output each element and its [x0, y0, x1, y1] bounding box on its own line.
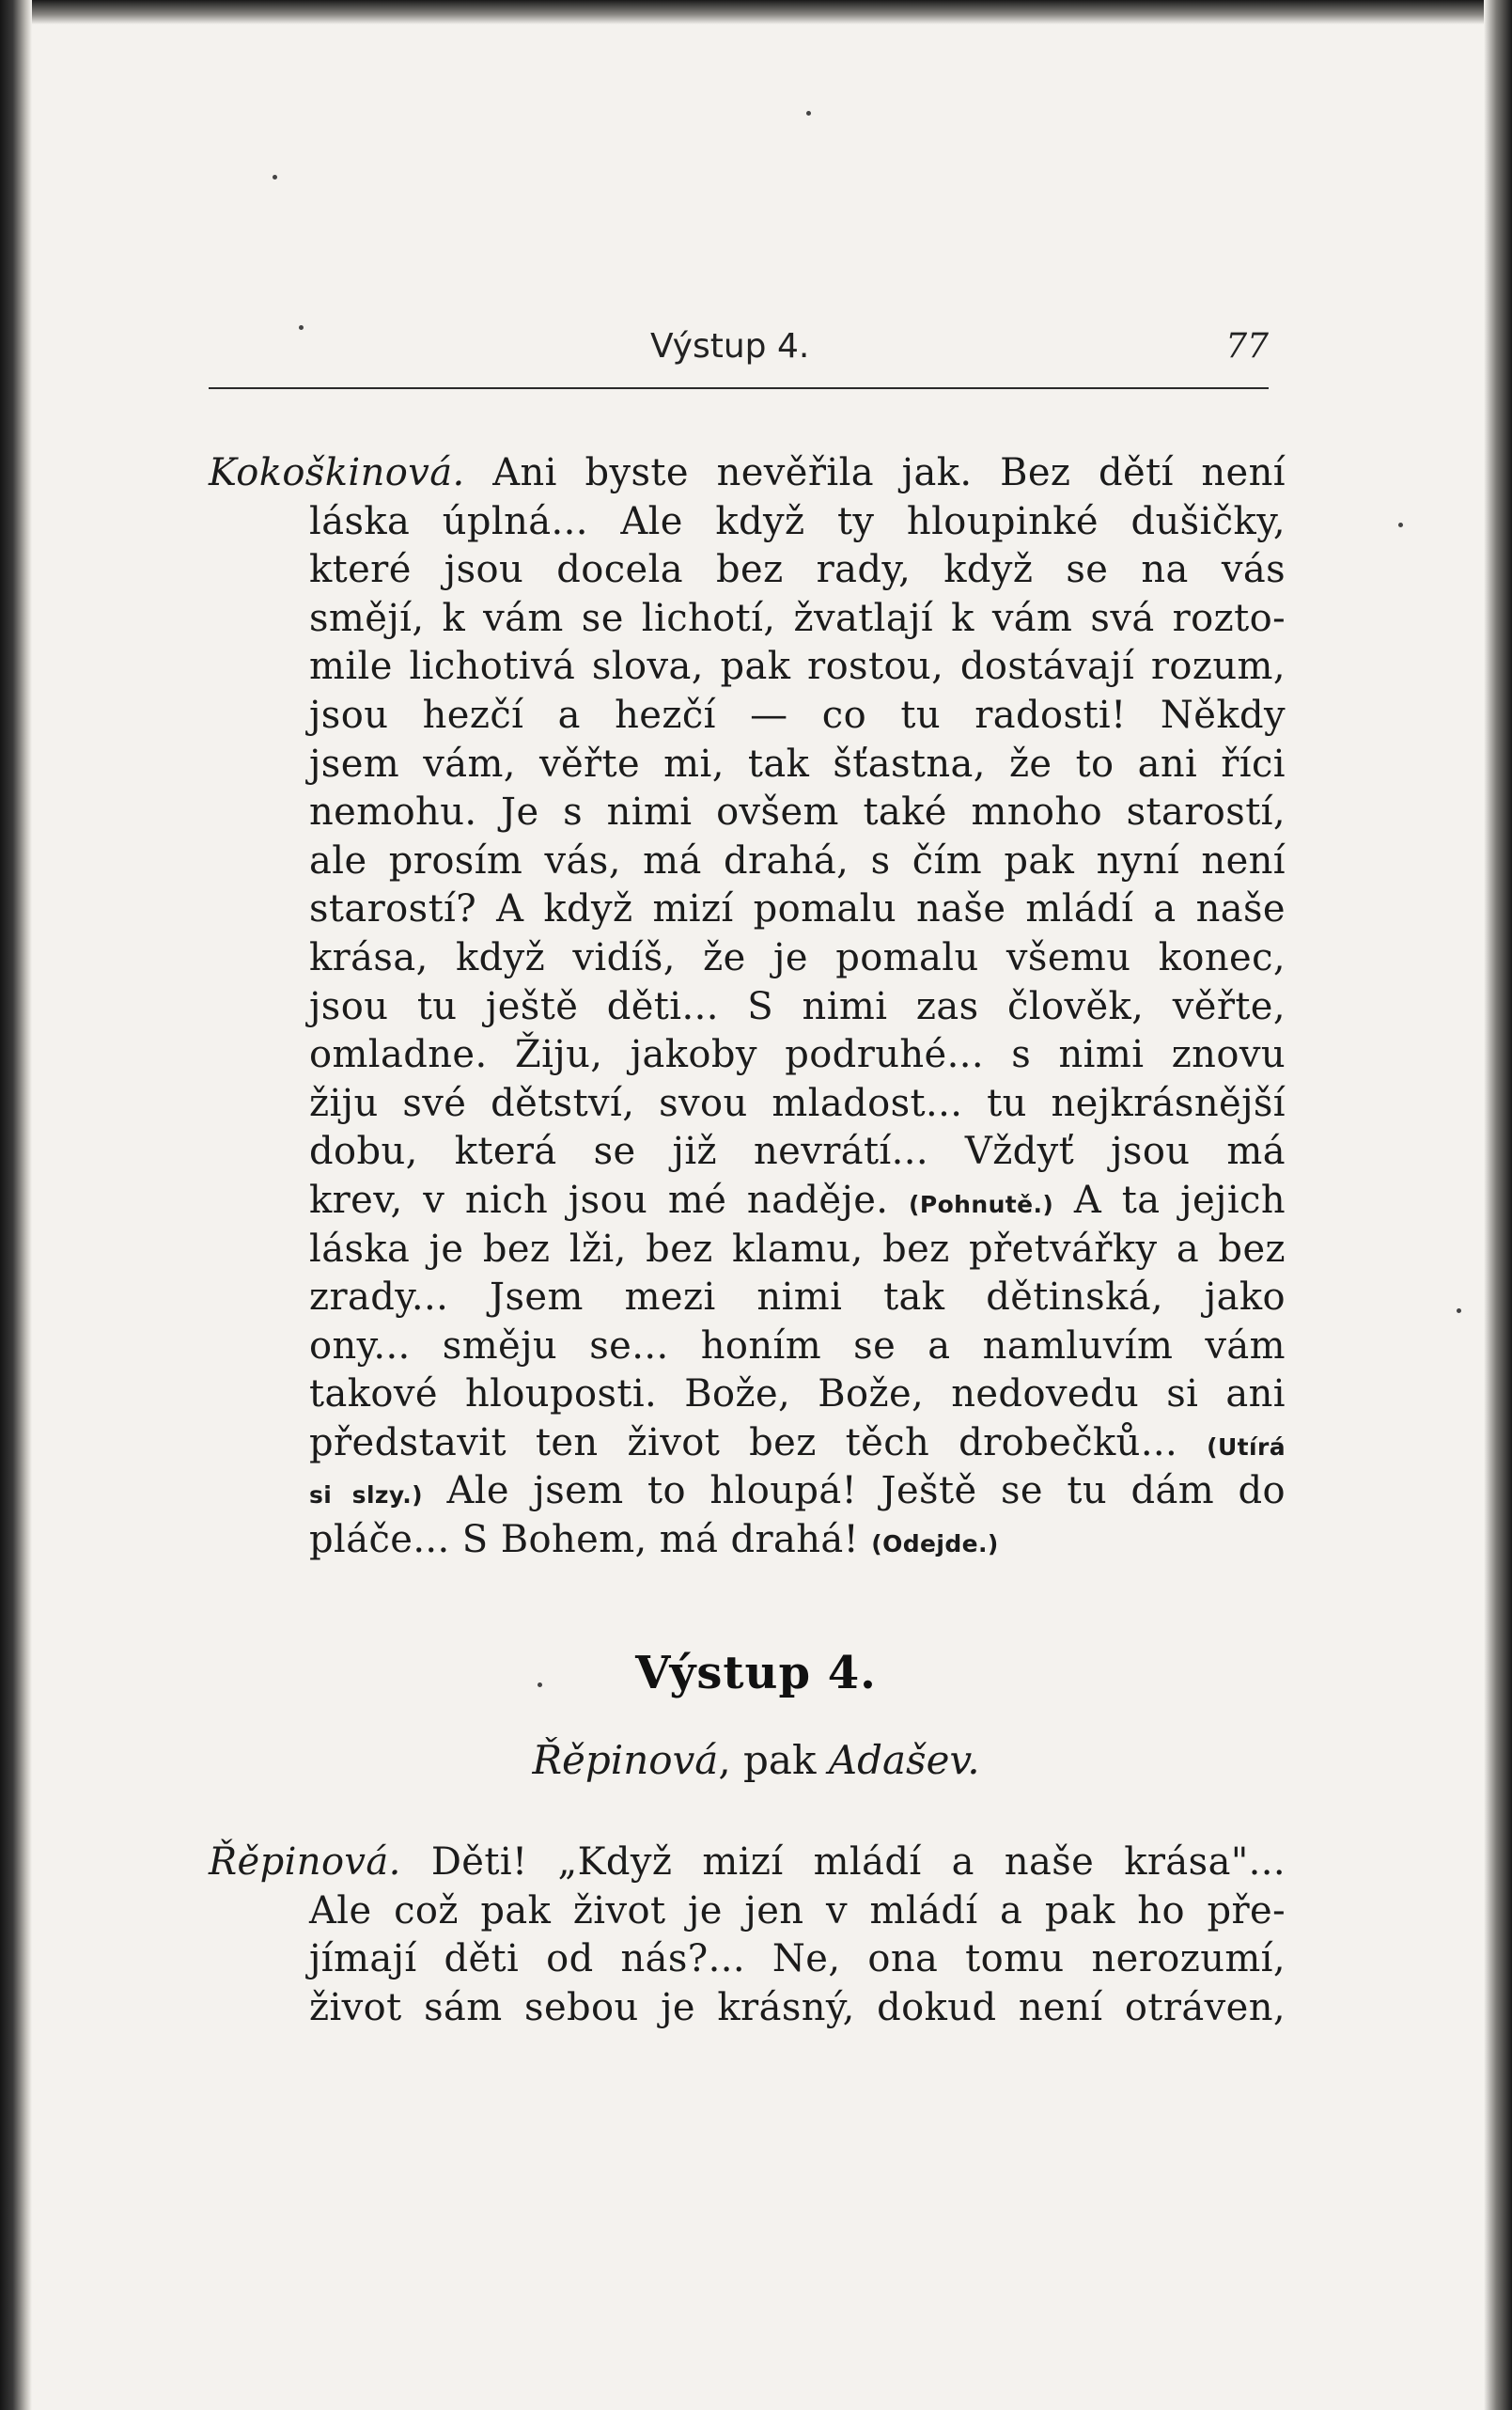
paper-speck	[1398, 523, 1403, 527]
running-head	[209, 327, 1269, 383]
paper-speck	[299, 325, 304, 330]
text-line	[209, 449, 1286, 498]
text-line	[209, 1177, 1286, 1226]
text-line: láska úplná... Ale když ty hloupinké dušičky,	[309, 499, 1286, 543]
running-head-title: Výstup 4.	[650, 327, 810, 366]
stage-direction: (Odejde.)	[871, 1530, 999, 1558]
paper-speck	[273, 175, 277, 180]
paper-speck	[806, 111, 811, 116]
text-line	[209, 1467, 1286, 1516]
speaker-name: Řěpinová.	[209, 1840, 401, 1884]
text-fragment: krev, v nich jsou mé naděje.	[309, 1178, 889, 1222]
text-line: starostí? A když mizí pomalu naše mládí a naše	[309, 887, 1286, 931]
paragraph-repinova	[209, 1839, 1286, 2032]
header-rule	[209, 387, 1269, 389]
paragraph-kokoskinova	[209, 449, 1286, 1565]
text-line: jsou hezčí a hezčí — co tu radosti! Někdy	[309, 693, 1286, 737]
cast-joiner: , pak	[718, 1737, 817, 1783]
text-line: jsem vám, věřte mi, tak šťastna, že to ani říci	[309, 742, 1286, 786]
text-fragment: A ta jejich	[1073, 1178, 1286, 1222]
stage-direction: (Utírá	[1207, 1432, 1286, 1461]
text-fragment: Děti! „Když mizí mládí a naše krása"...	[430, 1840, 1286, 1884]
text-line: krása, když vidíš, že je pomalu všemu konec,	[309, 935, 1286, 979]
paper-speck	[1457, 1308, 1461, 1313]
page-top-edge	[0, 0, 1512, 24]
page-number: 77	[1225, 327, 1269, 366]
text-fragment: Ani byste nevěřila jak. Bez dětí není	[492, 451, 1286, 494]
text-line: život sám sebou je krásný, dokud není otráven,	[309, 1985, 1286, 2029]
text-line: láska je bez lži, bez klamu, bez přetvářky a bez	[309, 1227, 1286, 1271]
text-line: takové hlouposti. Bože, Bože, nedovedu si ani	[309, 1372, 1286, 1416]
cast-name: Adašev.	[828, 1737, 980, 1783]
cast-name: Řěpinová	[532, 1737, 719, 1783]
text-line	[209, 1419, 1286, 1468]
text-line: jímají děti od nás?... Ne, ona tomu nerozumí,	[309, 1937, 1286, 1981]
text-line: ony... směju se... honím se a namluvím vám	[309, 1323, 1286, 1368]
text-line: které jsou docela bez rady, když se na vás	[309, 548, 1286, 592]
stage-direction: si slzy.)	[309, 1481, 423, 1510]
text-line: jsou tu ještě děti... S nimi zas člověk, věřte,	[309, 984, 1286, 1028]
paper-speck	[538, 1682, 542, 1687]
text-line	[209, 1839, 1286, 1887]
scene-heading: Výstup 4.	[635, 1647, 877, 1699]
text-line: omladne. Žiju, jakoby podruhé... s nimi znovu	[309, 1033, 1286, 1077]
text-line: zrady... Jsem mezi nimi tak dětinská, jako	[309, 1275, 1286, 1320]
page-right-edge	[1484, 0, 1512, 2410]
text-line: Ale což pak život je jen v mládí a pak ho pře-	[309, 1888, 1286, 1933]
text-line: dobu, která se již nevrátí... Vždyť jsou má	[309, 1130, 1286, 1174]
stage-direction: (Pohnutě.)	[909, 1190, 1054, 1218]
text-fragment: pláče... S Bohem, má drahá!	[309, 1518, 860, 1562]
binding-shadow	[0, 0, 32, 2410]
text-line: mile lichotivá slova, pak rostou, dostávají rozum,	[309, 645, 1286, 689]
text-fragment: představit ten život bez těch drobečků...	[309, 1420, 1178, 1464]
text-line: žiju své dětství, svou mladost... tu nejkrásnější	[309, 1081, 1286, 1125]
text-fragment: Ale jsem to hloupá! Ještě se tu dám do	[446, 1469, 1286, 1513]
text-line: ale prosím vás, má drahá, s čím pak nyní není	[309, 838, 1286, 883]
text-line: smějí, k vám se lichotí, žvatlají k vám svá rozto-	[309, 596, 1286, 640]
text-line	[209, 1516, 1286, 1565]
speaker-name: Kokoškinová.	[209, 451, 465, 494]
text-line: nemohu. Je s nimi ovšem také mnoho starostí,	[309, 790, 1286, 835]
cast-list	[0, 1737, 1512, 1783]
